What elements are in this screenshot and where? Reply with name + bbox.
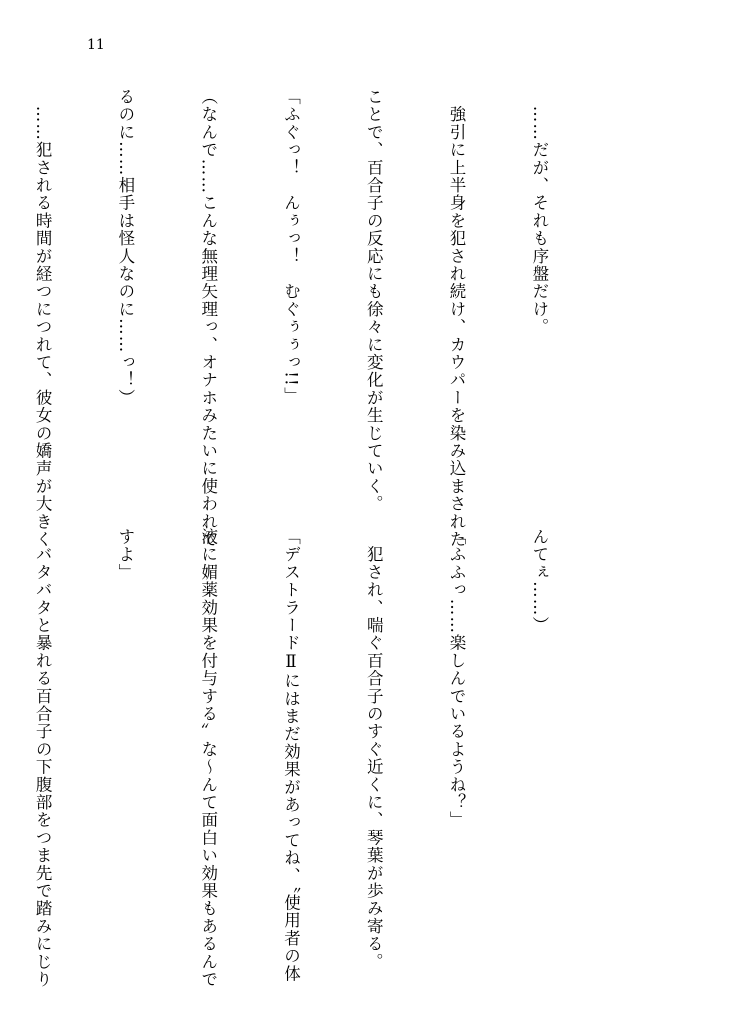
text-line: んてぇ……） <box>529 528 549 635</box>
text-line: ……犯される時間が経つにつれて、彼女の嬌声が大きく <box>33 88 53 549</box>
text-line: 液に媚薬効果を付与する〟な〜んて面白い効果もあるんで <box>198 528 218 989</box>
page-number: 11 <box>87 37 105 53</box>
text-line: 「デストラードⅡにはまだ効果があってね、〝使用者の体 <box>281 528 301 983</box>
text-line: すよ」 <box>115 528 135 582</box>
text-line: 「ふふっ……楽しんでいるようね？」 <box>447 528 467 829</box>
text-line: 「ふぐっ！ んぅっ！ むぐぅぅっ!!」 <box>281 88 301 405</box>
text-line: 犯され、喘ぐ百合子のすぐ近くに、琴葉が歩み寄る。 <box>364 528 384 971</box>
text-line: るのに……相手は怪人なのに……っ！） <box>115 88 135 407</box>
text-line: （なんで……こんな無理矢理っ、オナホみたいに使われて <box>198 88 218 549</box>
text-block-lower <box>33 528 608 989</box>
text-block-upper <box>33 88 608 549</box>
text-line: バタバタと暴れる百合子の下腹部をつま先で踏みにじり <box>33 528 53 989</box>
text-line: 強引に上半身を犯され続け、カウパーを染み込まされた <box>447 88 467 549</box>
text-line: ことで、百合子の反応にも徐々に変化が生じていく。 <box>364 88 384 513</box>
text-line: ……だが、それも序盤だけ。 <box>529 88 549 336</box>
